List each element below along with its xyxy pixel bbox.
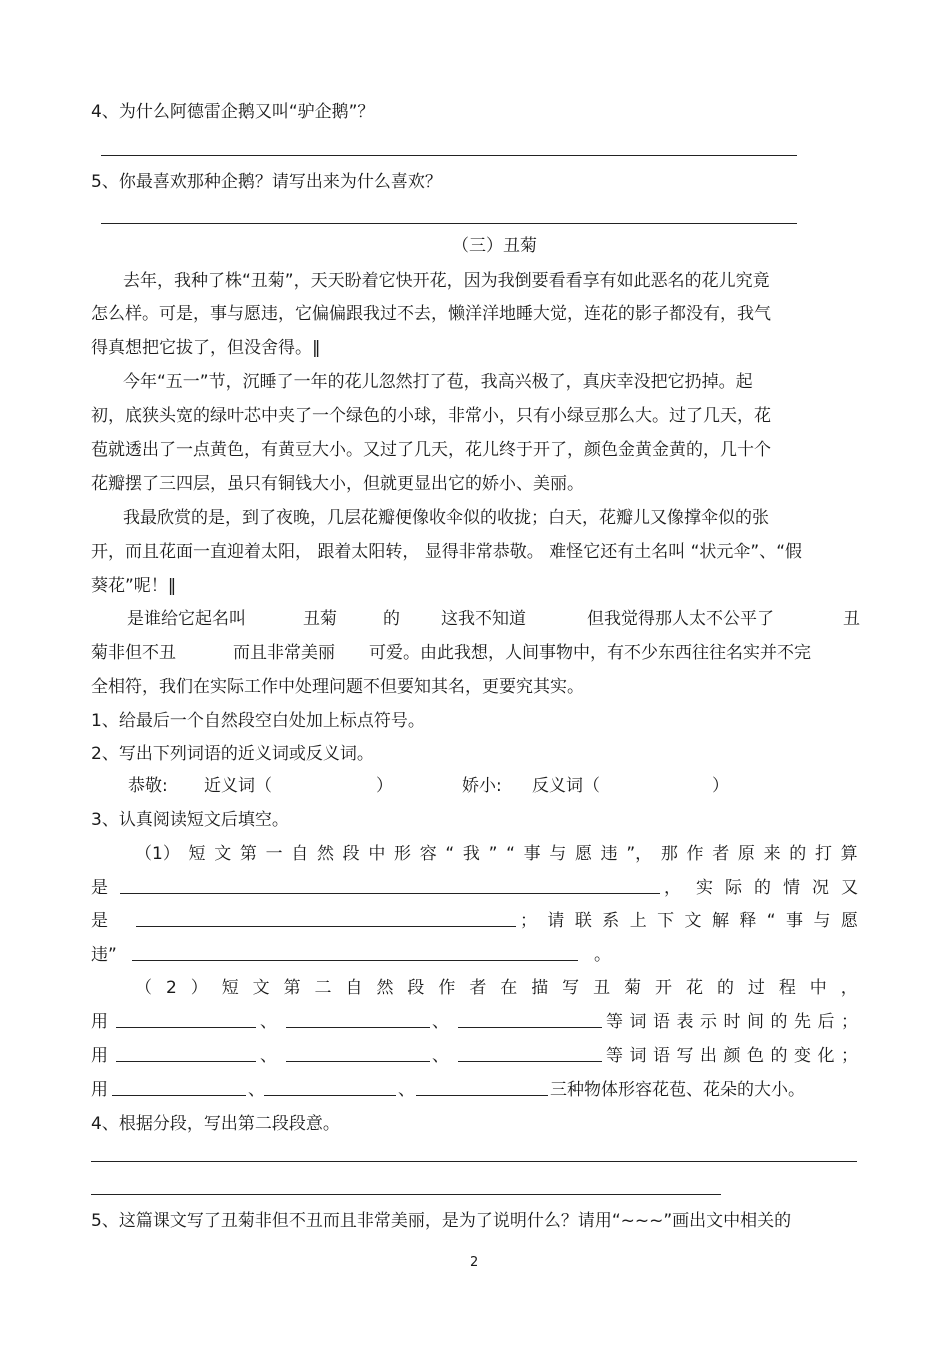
blank-size-2[interactable] [264, 1095, 396, 1096]
exercise-3: 3、认真阅读短文后填空。 [91, 810, 289, 830]
passage-p3-line3: 葵花”呢！‖ [91, 576, 177, 596]
blank-actual-situation[interactable] [136, 926, 516, 927]
separator: 、 [248, 1080, 265, 1100]
page-number: 2 [470, 1255, 479, 1270]
passage-p2-line1: 今年“五一”节，沉睡了一年的花儿忽然打了苞，我高兴极了，真庆幸没把它扔掉。起 [123, 372, 753, 392]
passage-p4-seg8: 而且非常美丽 [233, 643, 335, 663]
antonym-label: 反义词（ [532, 776, 600, 796]
passage-p4-seg7: 菊非但不丑 [91, 643, 176, 663]
question-4: 4、为什么阿德雷企鹅又叫“驴企鹅”？ [91, 102, 375, 122]
answer-line-q4[interactable] [101, 155, 797, 156]
size-row-tail: 三种物体形容花苞、花朵的大小。 [550, 1080, 805, 1100]
word-gongjing: 恭敬: [128, 776, 168, 796]
passage-p2-line3: 苞就透出了一点黄色，有黄豆大小。又过了几天，花儿终于开了，颜色金黄金黄的，几十个 [91, 440, 771, 460]
passage-p1-line1: 去年，我种了株“丑菊”，天天盼着它快开花，因为我倒要看看享有如此恶名的花儿究竟 [123, 271, 770, 291]
question-5: 5、你最喜欢那种企鹅？请写出来为什么喜欢？ [91, 172, 442, 192]
exercise-4: 4、根据分段，写出第二段段意。 [91, 1114, 340, 1134]
passage-p4-seg5: 但我觉得那人太不公平了 [587, 609, 774, 629]
exercise-5: 5、这篇课文写了丑菊非但不丑而且非常美丽，是为了说明什么？请用“~~~”画出文中相关的 [91, 1211, 792, 1231]
section-title: （三）丑菊 [452, 236, 537, 256]
exercise-3-1-line3-label: 是 [91, 911, 108, 931]
passage-p2-line2: 初，底狭头宽的绿叶芯中夹了一个绿色的小球，非常小，只有小绿豆那么大。过了几天，花 [91, 406, 771, 426]
blank-time-3[interactable] [458, 1027, 602, 1028]
antonym-close: ） [712, 776, 729, 796]
exercise-3-1-comma: ， [664, 878, 681, 898]
separator: 、 [398, 1080, 415, 1100]
passage-p4-seg4: 这我不知道 [441, 609, 526, 629]
answer-line-e4-1[interactable] [91, 1161, 857, 1162]
exercise-3-2-intro: （ 2 ） 短 文 第 二 自 然 段 作 者 在 描 写 丑 菊 开 花 的 过 程 中 ， [135, 978, 858, 998]
blank-color-1[interactable] [116, 1061, 256, 1062]
color-row-tail: 等 词 语 写 出 颜 色 的 变 化 ； [606, 1046, 858, 1066]
passage-p4-seg2: 丑菊 [303, 609, 337, 629]
passage-p4-seg1: 是谁给它起名叫 [127, 609, 246, 629]
blank-explain-idiom[interactable] [132, 960, 578, 961]
passage-p1-line2: 怎么样。可是，事与愿违，它偏偏跟我过不去，懒洋洋地睡大觉，连花的影子都没有，我气 [91, 304, 771, 324]
separator: 、 [432, 1012, 449, 1032]
exercise-3-1-period: 。 [594, 945, 611, 965]
exercise-1: 1、给最后一个自然段空白处加上标点符号。 [91, 711, 425, 731]
blank-size-3[interactable] [416, 1095, 548, 1096]
exercise-3-1-line2-tail: 实 际 的 情 况 又 [696, 878, 858, 898]
blank-time-2[interactable] [286, 1027, 430, 1028]
exercise-3-1-line4-label: 违” [91, 945, 117, 965]
blank-original-plan[interactable] [120, 893, 660, 894]
blank-time-1[interactable] [116, 1027, 256, 1028]
exercise-3-1-intro: （1） 短 文 第 一 自 然 段 中 形 容 “ 我 ” “ 事 与 愿 违 ”， 那 作 者 原 来 的 打 算 [135, 844, 858, 864]
time-row-tail: 等 词 语 表 示 时 间 的 先 后 ； [606, 1012, 858, 1032]
word-jiaoxiao: 娇小: [462, 776, 502, 796]
use-label-time: 用 [91, 1012, 108, 1032]
synonym-label: 近义词（ [204, 776, 272, 796]
separator: 、 [260, 1046, 277, 1066]
blank-color-3[interactable] [458, 1061, 602, 1062]
passage-p3-line2: 开，而且花面一直迎着太阳， 跟着太阳转， 显得非常恭敬。 难怪它还有土名叫 “状元伞”、“假 [91, 542, 803, 562]
answer-line-e4-2[interactable] [91, 1194, 721, 1195]
separator: 、 [432, 1046, 449, 1066]
passage-p4-seg3: 的 [383, 609, 400, 629]
synonym-close: ） [376, 776, 393, 796]
passage-p4-line3: 全相符，我们在实际工作中处理问题不但要知其名，更要究其实。 [91, 677, 584, 697]
answer-line-q5[interactable] [101, 223, 797, 224]
blank-color-2[interactable] [286, 1061, 430, 1062]
passage-p4-seg6: 丑 [843, 609, 860, 629]
exercise-2: 2、写出下列词语的近义词或反义词。 [91, 744, 374, 764]
blank-size-1[interactable] [112, 1095, 246, 1096]
separator: 、 [260, 1012, 277, 1032]
passage-p2-line4: 花瓣摆了三四层，虽只有铜钱大小，但就更显出它的娇小、美丽。 [91, 474, 584, 494]
passage-p3-line1: 我最欣赏的是，到了夜晚，几层花瓣便像收伞似的收拢；白天，花瓣儿又像撑伞似的张 [123, 508, 769, 528]
exercise-3-1-line2-label: 是 [91, 878, 108, 898]
passage-p4-seg9: 可爱。由此我想，人间事物中，有不少东西往往名实并不完 [369, 643, 811, 663]
passage-p1-line3: 得真想把它拔了，但没舍得。‖ [91, 338, 321, 358]
use-label-color: 用 [91, 1046, 108, 1066]
use-label-size: 用 [91, 1080, 108, 1100]
exercise-3-1-line3-tail: ； 请 联 系 上 下 文 解 释 “ 事 与 愿 [520, 911, 858, 931]
